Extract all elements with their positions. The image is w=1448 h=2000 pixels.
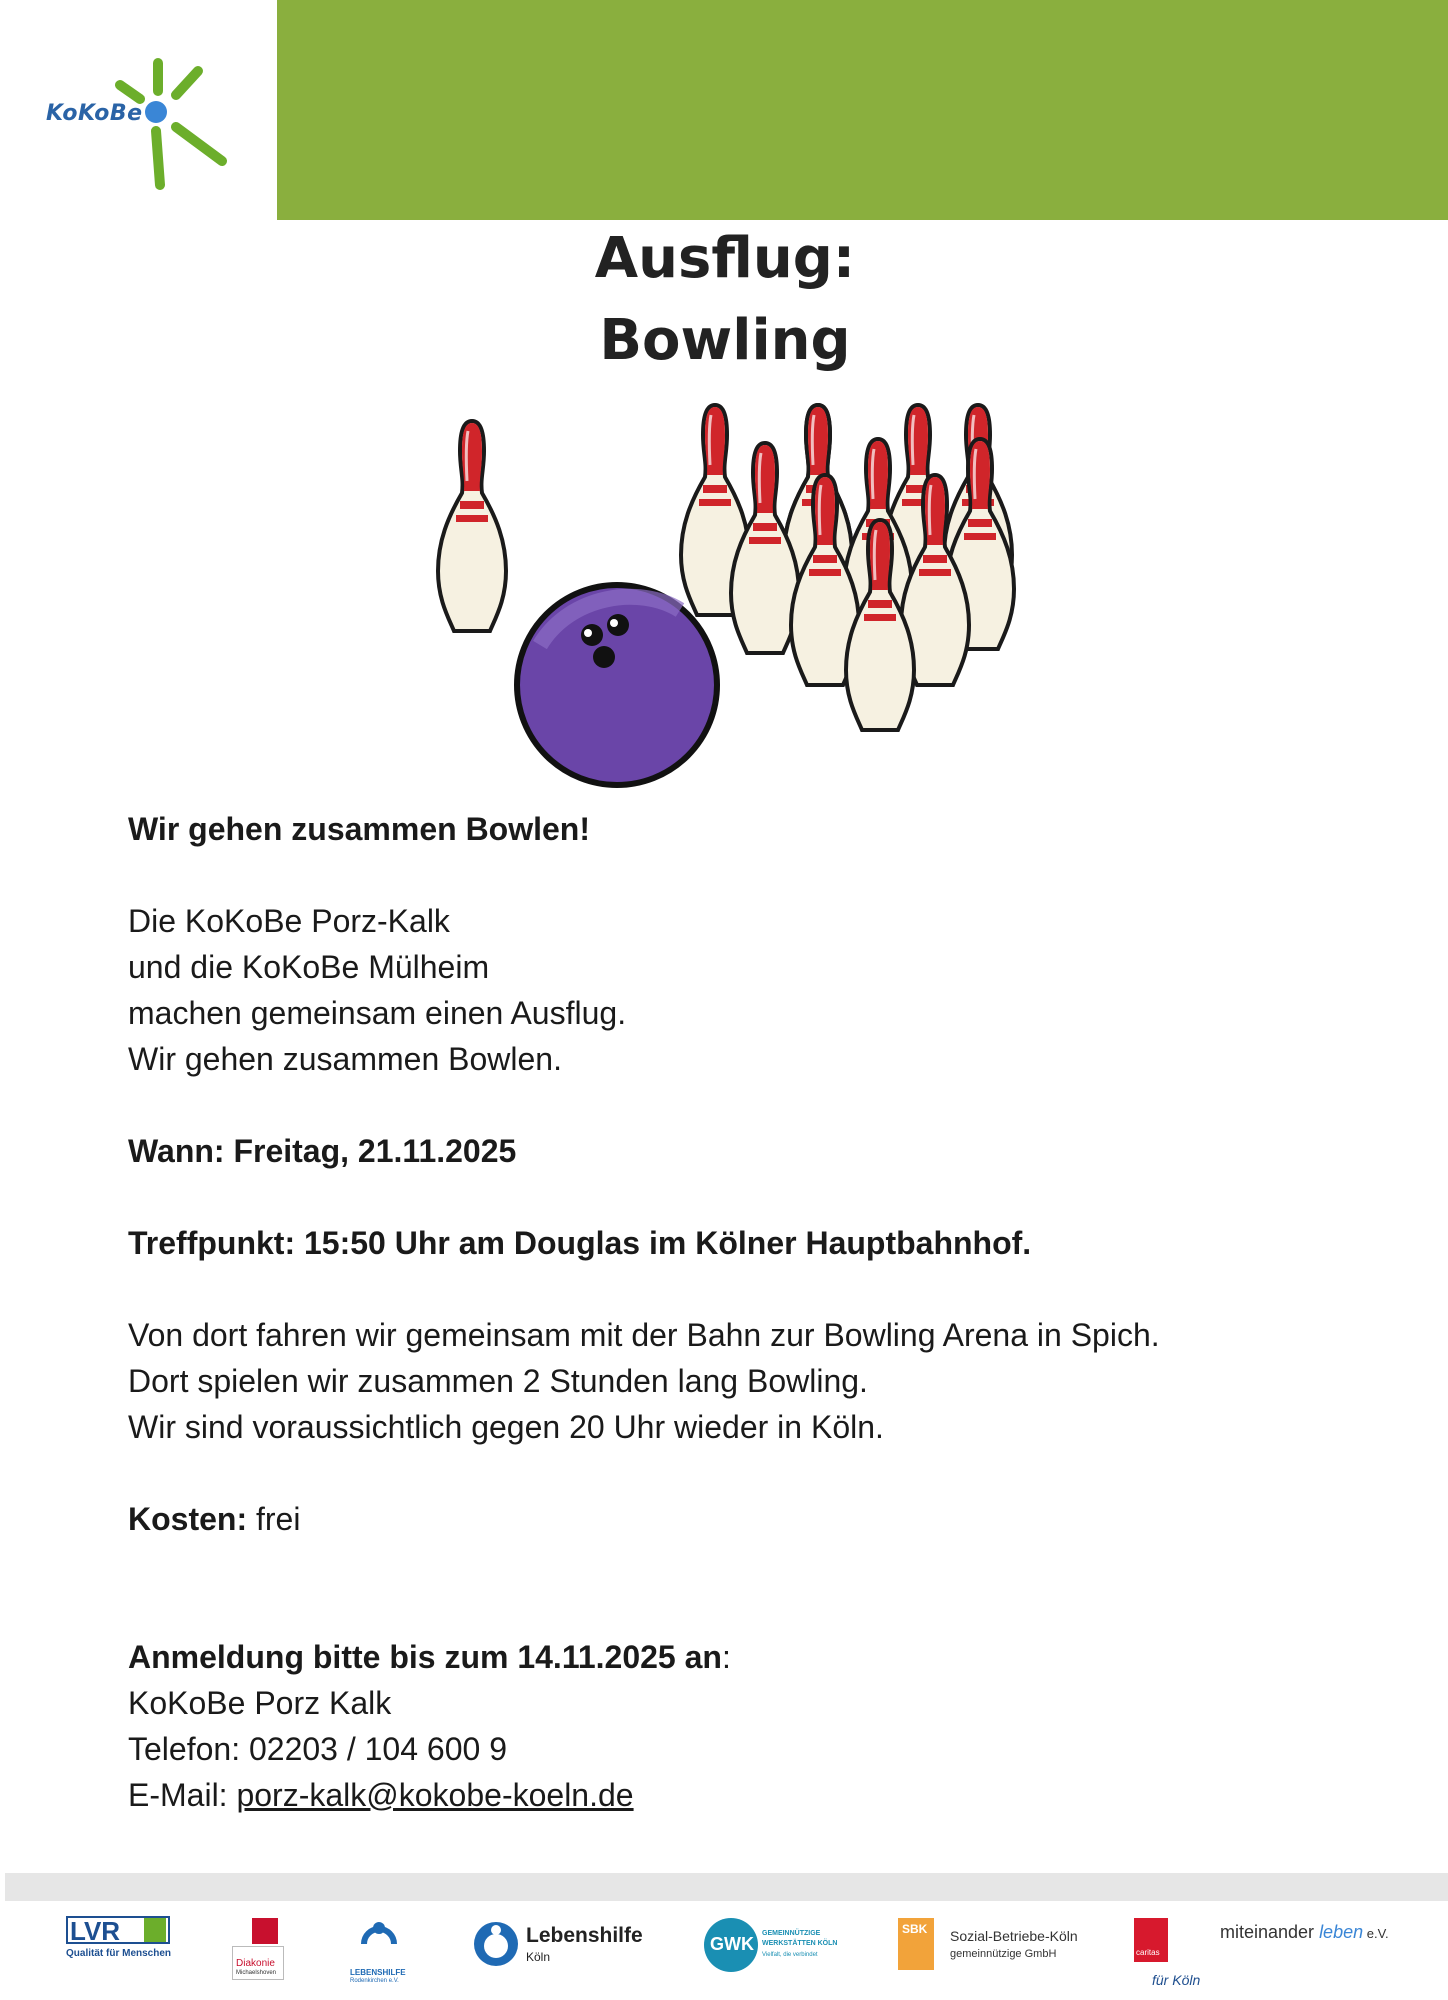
- page-title: [420, 218, 1030, 382]
- meeting-point: Treffpunkt: 15:50 Uhr am Douglas im Kölner Hauptbahnhof.: [128, 1225, 1032, 1261]
- bowling-pins-and-ball-icon: [420, 395, 1080, 795]
- details-line: Dort spielen wir zusammen 2 Stunden lang Bowling.: [128, 1363, 868, 1399]
- header-banner: [277, 0, 1448, 220]
- gwk-logo: GWK GEMEINNÜTZIGE WERKSTÄTTEN KÖLN Vielfalt, die verbindet: [704, 1902, 854, 2000]
- contact-email-line: [128, 1772, 1328, 1818]
- registration-colon: :: [721, 1639, 731, 1675]
- caritas-logo: caritas für Köln: [1134, 1902, 1204, 2000]
- lvr-logo: LVR Qualität für Menschen: [66, 1916, 172, 1959]
- lebenshilfe-figure-icon: [354, 1920, 404, 1966]
- contact-org: KoKoBe Porz Kalk: [128, 1685, 392, 1721]
- event-date: Wann: Freitag, 21.11.2025: [128, 1133, 517, 1169]
- registration-label: Anmeldung bitte bis zum 14.11.2025 an: [128, 1639, 722, 1675]
- lebenshilfe-koeln-logo: Lebenshilfe Köln: [470, 1902, 645, 2000]
- kokobe-sun-icon: [40, 55, 240, 200]
- sponsor-footer: [0, 1902, 1448, 2000]
- intro-line: und die KoKoBe Mülheim: [128, 949, 490, 985]
- headline: Wir gehen zusammen Bowlen!: [128, 811, 590, 847]
- intro-line: Die KoKoBe Porz-Kalk: [128, 903, 450, 939]
- kokobe-logo: [40, 55, 240, 200]
- miteinander-leben-logo: miteinander leben e.V.: [1220, 1922, 1389, 1942]
- logo-text: KoKoBe: [46, 101, 143, 126]
- event-description: [128, 806, 1328, 1818]
- lebenshilfe-koeln-figure-icon: [472, 1920, 520, 1968]
- contact-phone: Telefon: 02203 / 104 600 9: [128, 1731, 507, 1767]
- lebenshilfe-rodenkirchen-logo: LEBENSHILFE Rodenkirchen e.V.: [350, 1902, 420, 2000]
- sbk-logo: SBK Sozial-Betriebe-Köln gemeinnützige GmbH: [898, 1902, 1098, 2000]
- cost-value: frei: [247, 1501, 301, 1537]
- intro-line: machen gemeinsam einen Ausflug.: [128, 995, 627, 1031]
- title-line-1: Ausflug:: [594, 226, 856, 291]
- diakonie-cross-icon: [252, 1918, 278, 1944]
- email-link[interactable]: porz-kalk@kokobe-koeln.de: [236, 1777, 634, 1813]
- registration-line: [128, 1634, 1328, 1680]
- title-line-2: Bowling: [599, 308, 851, 373]
- email-label: E-Mail:: [128, 1777, 237, 1813]
- cost-label: Kosten:: [128, 1501, 248, 1537]
- diakonie-logo: Diakonie Michaelshoven: [232, 1902, 292, 2000]
- cost-line: [128, 1496, 1328, 1542]
- lvr-mark-icon: [144, 1918, 166, 1942]
- details-line: Von dort fahren wir gemeinsam mit der Bahn zur Bowling Arena in Spich.: [128, 1317, 1160, 1353]
- intro-line: Wir gehen zusammen Bowlen.: [128, 1041, 562, 1077]
- footer-divider: [5, 1873, 1448, 1901]
- details-line: Wir sind voraussichtlich gegen 20 Uhr wieder in Köln.: [128, 1409, 884, 1445]
